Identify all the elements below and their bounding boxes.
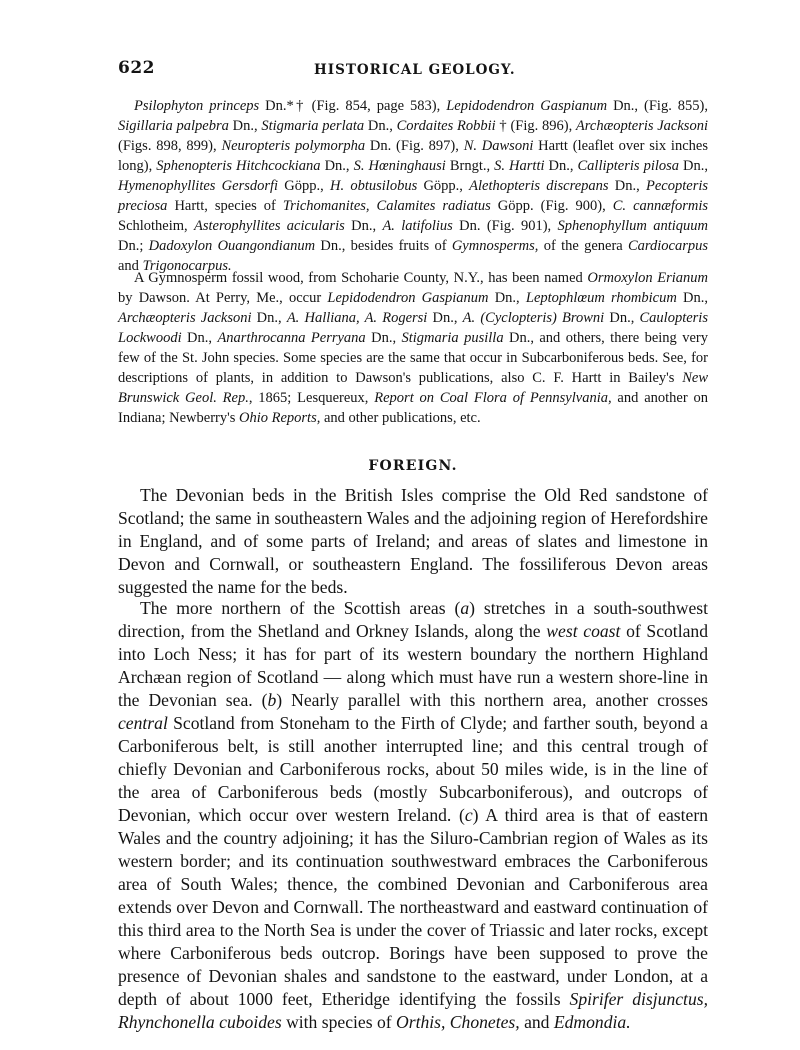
running-title: HISTORICAL GEOLOGY. <box>314 62 516 78</box>
british-isles-paragraph: The Devonian beds in the British Isles comprise the Old Red sandstone of Scotland; the same in southeastern Wales and the adjoining region of Herefordshire in England, and of some parts of Ireland; and areas of slates and limestone in Devon and Cornwall, or southeastern England. The fossiliferous Devon areas suggested the name for the beds. <box>118 485 708 597</box>
gymnosperm-paragraph: A Gymnosperm fossil wood, from Schoharie County, N.Y., has been named Ormoxylon Erianum by Dawson. At Perry, Me., occur Lepidodendron Gaspianum Dn., Leptophlœum rhombicum Dn., Archæopteris Jacksoni Dn., A. Halliana, A. Rogersi Dn., A. (Cyclopteris) Browni Dn., Caulopteris Lockwoodi Dn., Anarthrocanna Perryana Dn., Stigmaria pusilla Dn., and others, there being very few of the St. John species. Some species are the same that occur in Subcarboniferous beds. See, for descriptions of plants, in addition to Dawson's publications, also C. F. Hartt in Bailey's New Brunswick Geol. Rep., 1865; Lesquereux, Report on Coal Flora of Pennsylvania, and another on Indiana; Newberry's Ohio Reports, and other publications, etc. <box>118 270 709 426</box>
page-number: 622 <box>118 58 155 78</box>
scottish-areas-paragraph: The more northern of the Scottish areas (a) stretches in a south-southwest direction, from the Shetland and Orkney Islands, along the west coast of Scotland into Loch Ness; it has for part of its western boundary the northern Highland Archæan region of Scotland — along which must have run a western shore-line in the Devonian sea. (b) Nearly parallel with this northern area, another crosses central Scotland from Stoneham to the Firth of Clyde; and farther south, beyond a Carboniferous belt, is still another interrupted line; and this central trough of chiefly Devonian and Carboniferous rocks, about 50 miles wide, is in the line of the area of Carboniferous beds (mostly Subcarboniferous), and outcrops of Devonian, which occur over western Ireland. (c) A third area is that of eastern Wales and the country adjoining; it has the Siluro-Cambrian region of Wales as its western border; and its continuation southwestward embraces the Carboniferous area of South Wales; thence, the combined Devonian and Carboniferous area extends over Devon and Cornwall. The northeastward and eastward continuation of this third area to the North Sea is under the cover of Triassic and later rocks, except where Carboniferous beds outcrop. Borings have been supposed to prove the presence of Devonian shales and sandstone to the eastward, under London, at a depth of about 1000 feet, Etheridge identifying the fossils Spirifer disjunctus, Rhynchonella cuboides with species of Orthis, Chonetes, and Edmondia. <box>118 598 709 1032</box>
section-heading-foreign: FOREIGN. <box>368 458 458 474</box>
fossil-list-paragraph: Psilophyton princeps Dn.*† (Fig. 854, page 583), Lepidodendron Gaspianum Dn., (Fig. 855), Sigillaria palpebra Dn., Stigmaria perlata Dn., Cordaites Robbii † (Fig. 896), Archæopteris Jacksoni (Figs. 898, 899), Neuropteris polymorpha Dn. (Fig. 897), N. Dawsoni Hartt (leaflet over six inches long), Sphenopteris Hitchcockiana Dn., S. Hœninghausi Brngt., S. Hartti Dn., Callipteris pilosa Dn., Hymenophyllites Gersdorfi Göpp., H. obtusilobus Göpp., Alethopteris discrepans Dn., Pecopteris preciosa Hartt, species of Trichomanites, Calamites radiatus Göpp. (Fig. 900), C. cannæformis Schlotheim, Asterophyllites acicularis Dn., A. latifolius Dn. (Fig. 901), Sphenophyllum antiquum Dn.; Dadoxylon Ouangondianum Dn., besides fruits of Gymnosperms, of the genera Cardiocarpus and Trigonocarpus. <box>118 98 709 274</box>
page-header <box>118 58 698 88</box>
